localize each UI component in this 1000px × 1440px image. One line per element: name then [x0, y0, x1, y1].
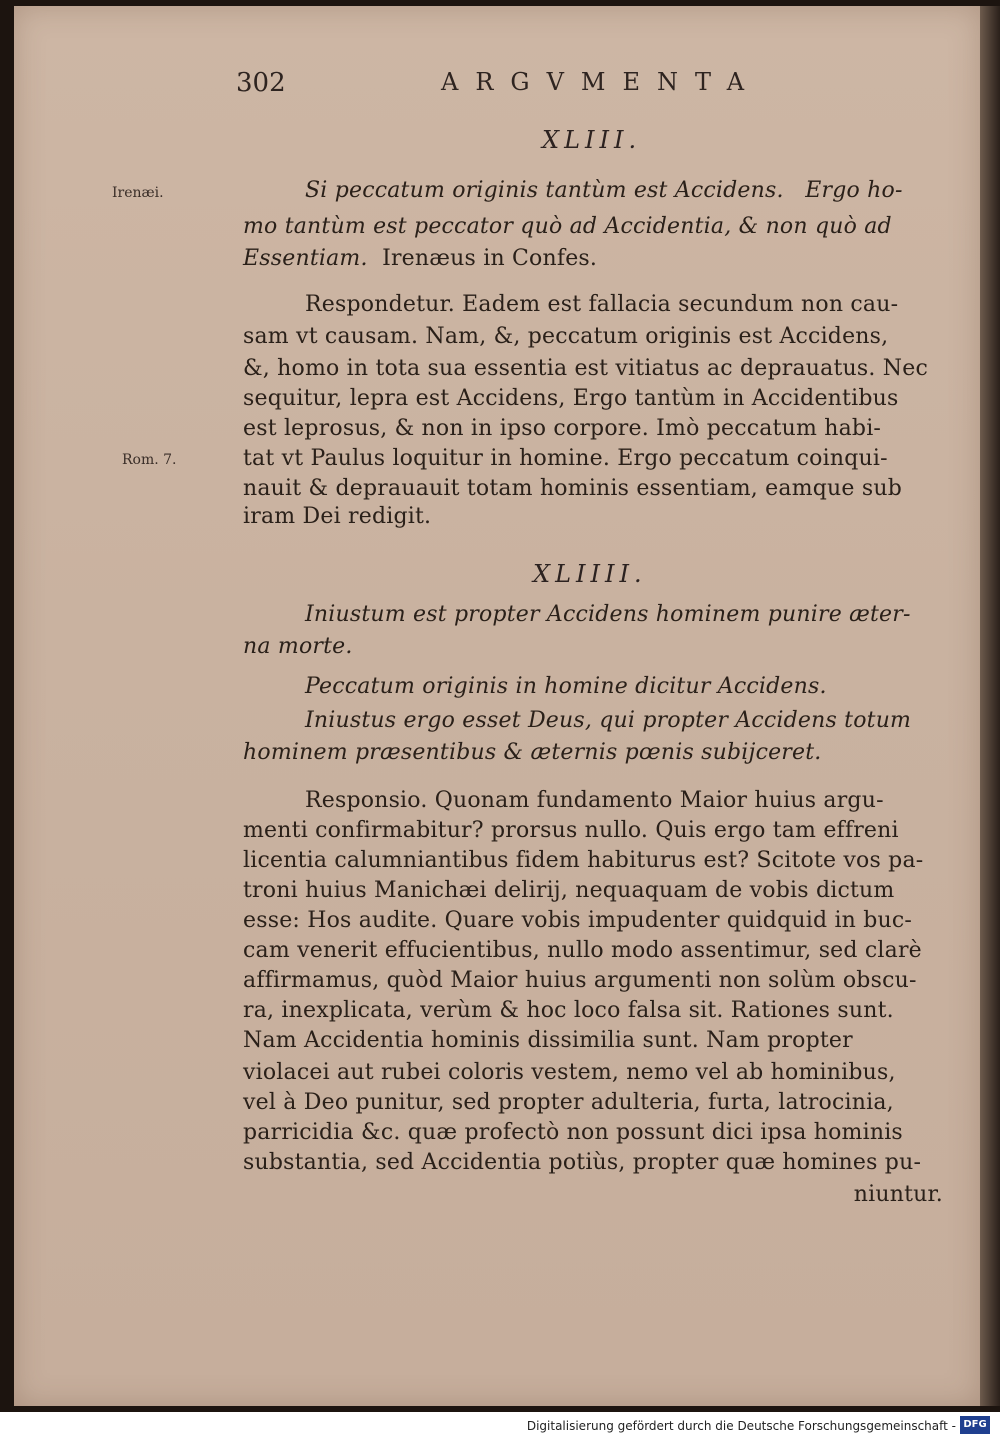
text-line: [305, 600, 945, 630]
page-number: 302: [236, 68, 286, 98]
text-fragment: Iniustus ergo esset Deus, qui propter Accidens totum: [305, 708, 912, 733]
running-head: ARGVMENTA: [441, 68, 762, 96]
text-fragment: Essentiam.: [243, 246, 368, 271]
text-fragment: Iniustum est propter Accidens hominem punire æter-: [305, 602, 911, 627]
text-fragment: parricidia &c. quæ profectò non possunt dici ipsa hominis: [243, 1120, 903, 1145]
text-fragment: licentia calumniantibus fidem habiturus est? Scitote vos pa-: [243, 848, 924, 873]
text-fragment: Respondetur. Eadem est fallacia secundum non cau-: [305, 292, 899, 317]
dfg-logo: DFG: [960, 1416, 990, 1434]
text-line: [243, 632, 943, 662]
text-line: [243, 354, 943, 384]
text-fragment: iram Dei redigit.: [243, 504, 432, 529]
text-fragment: &, homo in tota sua essentia est vitiatus ac deprauatus. Nec: [243, 356, 928, 381]
text-line: [243, 322, 943, 352]
text-fragment: violacei aut rubei coloris vestem, nemo vel ab hominibus,: [243, 1060, 896, 1085]
text-fragment: tat vt Paulus loquitur in homine. Ergo peccatum coinqui-: [243, 446, 888, 471]
page-edge: [980, 6, 1000, 1406]
text-line: [243, 738, 943, 768]
text-fragment: na morte.: [243, 634, 353, 659]
text-line: [243, 444, 943, 474]
text-line: [243, 384, 943, 414]
text-fragment: mo tantùm est peccator quò ad Accidentia, & non quò ad: [243, 214, 892, 239]
text-line: [243, 1148, 943, 1178]
text-fragment: Ergo ho-: [805, 178, 903, 203]
text-fragment: vel à Deo punitur, sed propter adulteria, furta, latrocinia,: [243, 1090, 894, 1115]
text-fragment: troni huius Manichæi delirij, nequaquam de vobis dictum: [243, 878, 895, 903]
text-fragment: menti confirmabitur? prorsus nullo. Quis ergo tam effreni: [243, 818, 899, 843]
text-fragment: cam venerit effucientibus, nullo modo assentimur, sed clarè: [243, 938, 922, 963]
text-line: [305, 290, 945, 320]
margin-note-rom: Rom. 7.: [122, 452, 177, 468]
text-line: [243, 966, 943, 996]
footer-credit: Digitalisierung gefördert durch die Deutsche Forschungsgemeinschaft -: [526, 1419, 956, 1433]
text-fragment: sequitur, lepra est Accidens, Ergo tantùm in Accidentibus: [243, 386, 899, 411]
text-fragment: affirmamus, quòd Maior huius argumenti non solùm obscu-: [243, 968, 917, 993]
text-fragment: esse: Hos audite. Quare vobis impudenter quidquid in buc-: [243, 908, 913, 933]
text-line: [243, 1088, 943, 1118]
text-fragment: Responsio. Quonam fundamento Maior huius argu-: [305, 788, 884, 813]
text-line: [243, 474, 943, 504]
text-fragment: Irenæus in Confes.: [382, 246, 598, 271]
text-line: [243, 212, 943, 242]
text-line: [243, 1058, 943, 1088]
text-line: [305, 706, 945, 736]
text-fragment: nauit & deprauauit totam hominis essentiam, eamque sub: [243, 476, 902, 501]
page-header: [236, 68, 796, 108]
text-line: [243, 996, 943, 1026]
text-line: [243, 906, 943, 936]
text-line: [305, 176, 945, 206]
text-line: [305, 786, 945, 816]
text-line: [243, 1118, 943, 1148]
text-line: [243, 936, 943, 966]
text-line: [243, 876, 943, 906]
text-fragment: Peccatum originis in homine dicitur Accidens.: [305, 674, 827, 699]
text-line: [243, 816, 943, 846]
text-line: [243, 1180, 943, 1210]
text-fragment: est leprosus, & non in ipso corpore. Imò peccatum habi-: [243, 416, 882, 441]
text-fragment: hominem præsentibus & æternis pœnis subijceret.: [243, 740, 822, 765]
text-line: [243, 846, 943, 876]
text-fragment: sam vt causam. Nam, &, peccatum originis est Accidens,: [243, 324, 889, 349]
text-line: [243, 414, 943, 444]
text-fragment: substantia, sed Accidentia potiùs, propter quæ homines pu-: [243, 1150, 922, 1175]
margin-note-irenaei: Irenæi.: [112, 185, 164, 201]
text-fragment: Nam Accidentia hominis dissimilia sunt. Nam propter: [243, 1028, 853, 1053]
text-line: [243, 502, 943, 532]
section-number-xliiii: XLIIII.: [533, 560, 647, 588]
text-line: [305, 672, 945, 702]
text-line: [243, 1026, 943, 1056]
text-fragment: Si peccatum originis tantùm est Accidens.: [305, 178, 784, 203]
section-number-xliii: XLIII.: [542, 126, 642, 154]
text-fragment: niuntur.: [853, 1182, 943, 1207]
text-fragment: ra, inexplicata, verùm & hoc loco falsa sit. Rationes sunt.: [243, 998, 894, 1023]
text-line: [243, 244, 943, 274]
